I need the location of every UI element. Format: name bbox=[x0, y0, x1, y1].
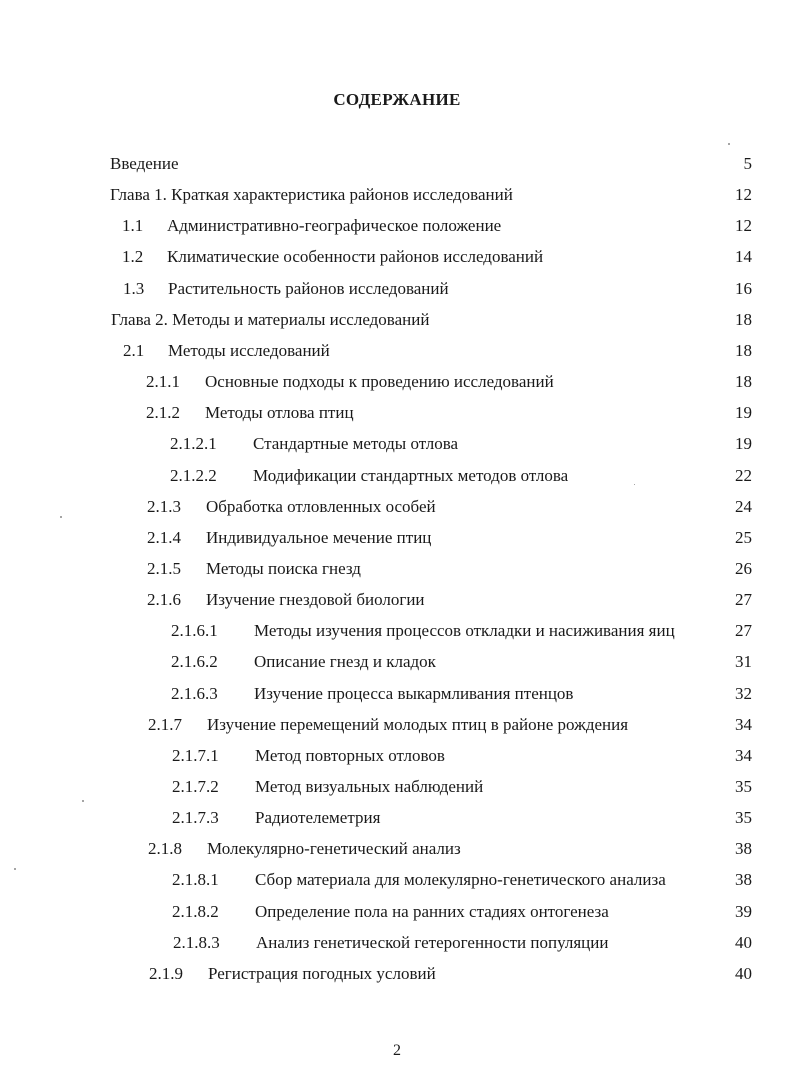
toc-entry-title: Индивидуальное мечение птиц bbox=[206, 527, 432, 547]
toc-entry-page: 34 bbox=[735, 745, 752, 765]
toc-entry-number: 1.3 bbox=[123, 278, 145, 298]
toc-entry-page: 18 bbox=[735, 372, 752, 392]
toc-entry-page: 35 bbox=[735, 777, 752, 796]
toc-entry bbox=[0, 214, 752, 238]
toc-entry-page: 32 bbox=[735, 683, 752, 703]
toc-entry-number: 2.1.2.1 bbox=[170, 434, 217, 454]
toc-entry-title: Метод визуальных наблюдений bbox=[255, 777, 484, 796]
toc-entry-page: 24 bbox=[735, 496, 752, 516]
toc-entry-page: 18 bbox=[735, 309, 752, 329]
toc-entry bbox=[0, 245, 752, 269]
toc-entry-page: 5 bbox=[743, 154, 752, 173]
toc-entry-title: Методы отлова птиц bbox=[205, 403, 354, 423]
toc-entry-page: 12 bbox=[735, 185, 752, 205]
page-number: 2 bbox=[393, 1042, 401, 1059]
toc-entry-title: Изучение гнездовой биологии bbox=[206, 590, 425, 610]
toc-entry bbox=[0, 962, 752, 986]
toc-entry-title: Методы исследований bbox=[168, 340, 330, 360]
toc-entry bbox=[0, 713, 752, 737]
toc-entry-number: 2.1.4 bbox=[147, 527, 181, 547]
toc-entry-page: 40 bbox=[735, 932, 752, 952]
toc-entry-number: 2.1.1 bbox=[146, 372, 180, 392]
toc-entry-page: 26 bbox=[735, 558, 752, 578]
toc-entry-page: 39 bbox=[735, 901, 752, 921]
toc-entry-number: 2.1.8.1 bbox=[172, 870, 219, 890]
toc-entry-number: 2.1.8.3 bbox=[173, 932, 220, 952]
toc-entry-page: 27 bbox=[735, 621, 752, 641]
toc-entry-title: Растительность районов исследований bbox=[168, 278, 449, 298]
toc-entry-number: 2.1.5 bbox=[147, 558, 181, 578]
toc-entry-number: 2.1.6 bbox=[147, 590, 181, 610]
toc-entry-title: Методы поиска гнезд bbox=[206, 558, 361, 578]
toc-entry bbox=[0, 931, 752, 955]
toc-entry-title: Метод повторных отловов bbox=[255, 745, 445, 765]
toc-entry-page: 22 bbox=[735, 465, 752, 485]
toc-entry bbox=[0, 308, 752, 332]
toc-entry-page: 35 bbox=[735, 808, 752, 828]
scan-speck bbox=[82, 800, 84, 802]
toc-entry bbox=[0, 495, 752, 519]
toc-entry-page: 16 bbox=[735, 278, 752, 298]
toc-entry-number: 2.1.8.2 bbox=[172, 901, 219, 921]
toc-entry-title: Анализ генетической гетерогенности популяции bbox=[256, 932, 609, 952]
toc-entry-number: 2.1.7.3 bbox=[172, 808, 219, 828]
toc-entry-page: 19 bbox=[735, 403, 752, 423]
toc-entry-title: Определение пола на ранних стадиях онтогенеза bbox=[255, 901, 609, 921]
toc-entry-title: Описание гнезд и кладок bbox=[254, 652, 436, 672]
toc-entry bbox=[0, 682, 752, 706]
toc-entry-number: 1.2 bbox=[122, 247, 144, 267]
toc-entry bbox=[0, 370, 752, 394]
toc-entry-page: 19 bbox=[735, 434, 752, 454]
toc-entry-title: Основные подходы к проведению исследований bbox=[205, 372, 554, 392]
toc-entry-title: Введение bbox=[110, 154, 179, 173]
toc-entry bbox=[0, 588, 752, 612]
toc-entry-number: 2.1.6.1 bbox=[171, 621, 218, 641]
toc-entry-title: Радиотелеметрия bbox=[255, 808, 381, 828]
toc-entry-number: 2.1 bbox=[123, 340, 145, 360]
scan-speck bbox=[14, 868, 16, 870]
toc-entry bbox=[0, 775, 752, 799]
toc-entry-title: Климатические особенности районов исследований bbox=[167, 247, 544, 267]
toc-entry bbox=[0, 806, 752, 830]
toc-entry-title: Изучение процесса выкармливания птенцов bbox=[254, 683, 574, 703]
toc-entry-page: 31 bbox=[735, 652, 752, 672]
toc-entry-title: Глава 1. Краткая характеристика районов исследований bbox=[110, 185, 513, 205]
toc-entry-number: 2.1.6.2 bbox=[171, 652, 218, 672]
toc-entry-page: 25 bbox=[735, 527, 752, 547]
toc-entry-title: Глава 2. Методы и материалы исследований bbox=[111, 309, 430, 329]
toc-entry bbox=[0, 464, 752, 488]
toc-entry bbox=[0, 619, 752, 643]
toc-entry-number: 2.1.8 bbox=[148, 839, 182, 859]
toc-entry bbox=[0, 432, 752, 456]
toc-entry-title: Обработка отловленных особей bbox=[206, 496, 436, 516]
toc-entry-page: 27 bbox=[735, 590, 752, 610]
scan-speck bbox=[634, 484, 635, 485]
toc-entry-page: 12 bbox=[735, 216, 752, 236]
page-title: СОДЕРЖАНИЕ bbox=[333, 90, 461, 109]
toc-entry bbox=[0, 277, 752, 301]
toc-entry-number: 1.1 bbox=[122, 216, 144, 236]
toc-entry-page: 34 bbox=[735, 714, 752, 734]
toc-entry bbox=[0, 557, 752, 581]
toc-entry bbox=[0, 526, 752, 550]
toc-entry-number: 2.1.7.1 bbox=[172, 745, 219, 765]
toc-entry-title: Методы изучения процессов откладки и насиживания яиц bbox=[254, 621, 675, 641]
toc-entry bbox=[0, 650, 752, 674]
toc-entry bbox=[0, 868, 752, 892]
toc-entry-title: Молекулярно-генетический анализ bbox=[207, 839, 461, 859]
toc-entry bbox=[0, 401, 752, 425]
toc-entry-page: 14 bbox=[735, 247, 752, 267]
toc-entry-number: 2.1.7 bbox=[148, 714, 182, 734]
toc-entry-page: 40 bbox=[735, 963, 752, 983]
toc-entry-title: Сбор материала для молекулярно-генетического анализа bbox=[255, 870, 666, 890]
toc-entry-page: 38 bbox=[735, 870, 752, 890]
toc-entry bbox=[0, 744, 752, 768]
toc-entry-number: 2.1.9 bbox=[149, 963, 183, 983]
toc-entry bbox=[0, 152, 752, 176]
toc-entry-title: Регистрация погодных условий bbox=[208, 963, 436, 983]
toc-entry-number: 2.1.7.2 bbox=[172, 777, 219, 796]
scan-speck bbox=[60, 516, 62, 518]
toc-entry bbox=[0, 837, 752, 861]
scan-speck bbox=[728, 143, 730, 145]
toc-entry-page: 38 bbox=[735, 839, 752, 859]
toc-entry-title: Административно-географическое положение bbox=[167, 216, 502, 236]
toc-entry-number: 2.1.2.2 bbox=[170, 465, 217, 485]
toc-entry bbox=[0, 183, 752, 207]
toc-entry-page: 18 bbox=[735, 340, 752, 360]
toc-entry-number: 2.1.2 bbox=[146, 403, 180, 423]
toc-entry-number: 2.1.6.3 bbox=[171, 683, 218, 703]
toc-entry-title: Модификации стандартных методов отлова bbox=[253, 465, 569, 485]
toc-entry bbox=[0, 339, 752, 363]
toc-entry bbox=[0, 900, 752, 924]
toc-entry-title: Изучение перемещений молодых птиц в районе рождения bbox=[207, 714, 629, 734]
toc-entry-number: 2.1.3 bbox=[147, 496, 181, 516]
toc-entry-title: Стандартные методы отлова bbox=[253, 434, 459, 454]
